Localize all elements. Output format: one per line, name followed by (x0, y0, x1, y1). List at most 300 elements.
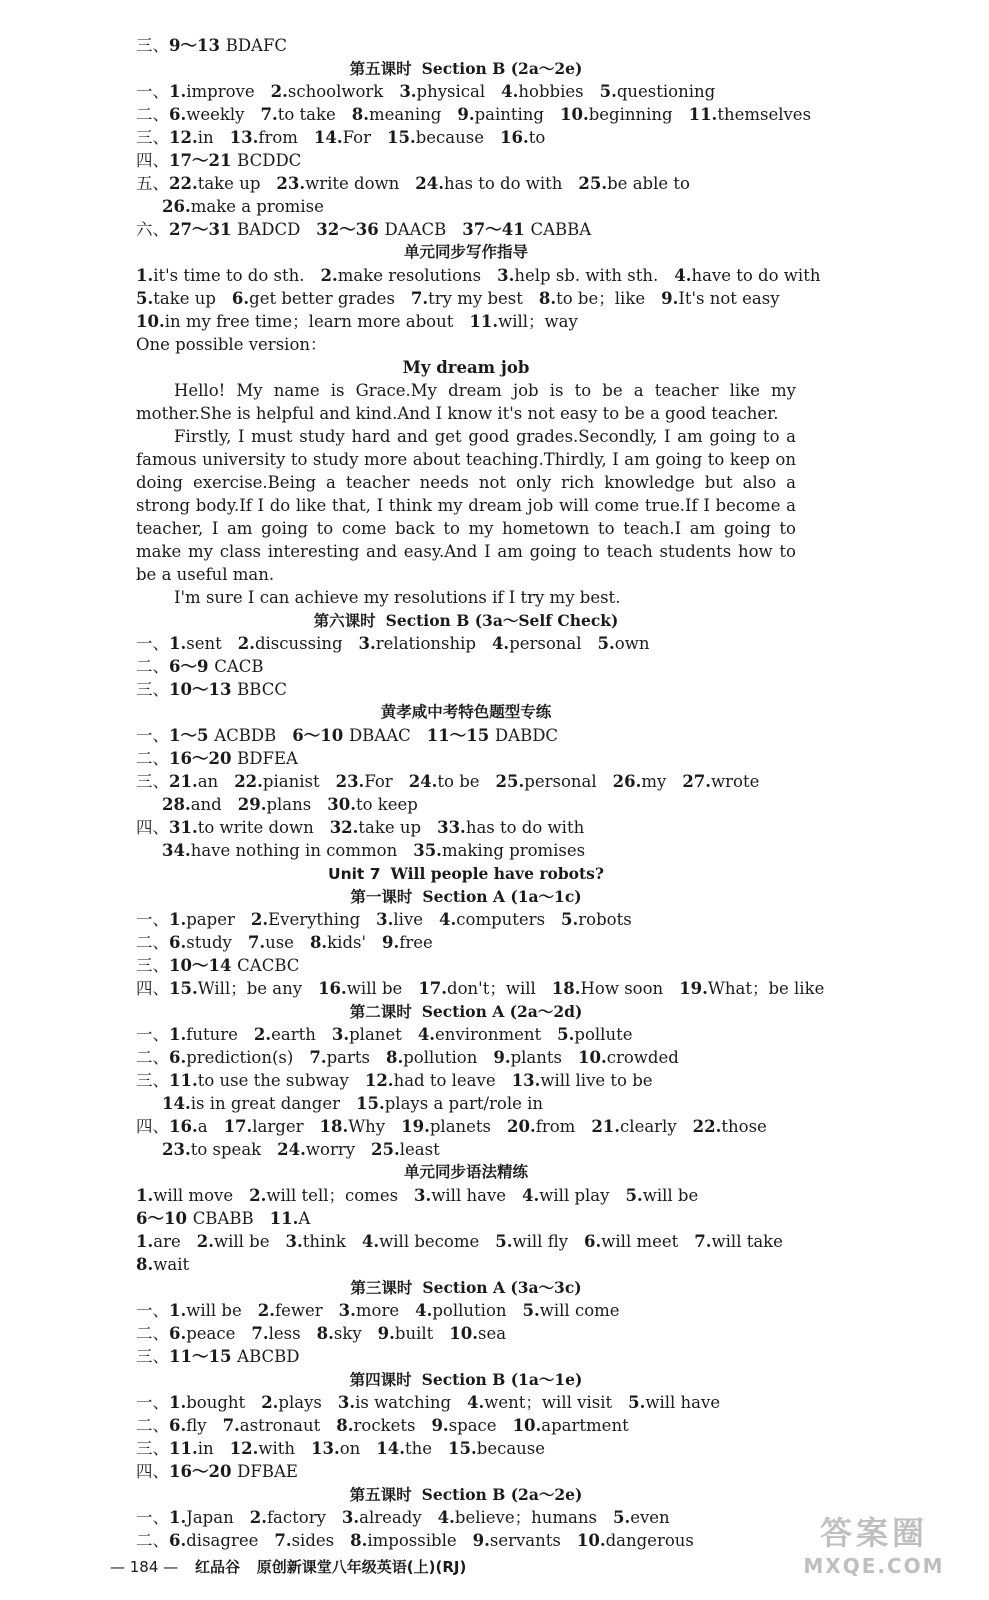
answer-item (250, 1508, 326, 1527)
question-number: 10. (136, 312, 165, 331)
question-number: 5. (628, 1393, 646, 1412)
answer-value: think (302, 1232, 346, 1251)
question-number: 7. (274, 1531, 292, 1550)
answer-value: worry (305, 1140, 356, 1159)
question-number: 9. (457, 105, 475, 124)
answer-value: try my best (428, 289, 523, 308)
answer-item (584, 1232, 678, 1251)
answer-value: from (258, 128, 298, 147)
part-label: 二、 (136, 1324, 169, 1343)
answer-value: fly (186, 1416, 207, 1435)
answer-value: pollute (574, 1025, 633, 1044)
answer-line (136, 1299, 796, 1322)
answer-item (350, 1531, 456, 1550)
answer-value: my (641, 772, 667, 791)
answer-value: to keep (355, 795, 418, 814)
question-number: 7. (222, 1416, 240, 1435)
question-number: 15. (387, 128, 416, 147)
answer-value: pianist (262, 772, 320, 791)
question-number: 5. (522, 1301, 540, 1320)
answer-item (316, 220, 446, 239)
question-number: 32～36 (316, 220, 385, 239)
question-number: 3. (358, 634, 376, 653)
answer-value: What；be like (707, 979, 825, 998)
answer-item (523, 1301, 620, 1320)
answer-value: to be (437, 772, 480, 791)
question-number: 11. (688, 105, 718, 124)
part-label: 四、 (136, 979, 169, 998)
question-number: 9. (472, 1531, 490, 1550)
answer-value: pollution (432, 1301, 507, 1320)
answer-item (382, 933, 433, 952)
answer-line (136, 103, 812, 126)
question-number: 3. (331, 1025, 350, 1044)
answer-value: get better grades (249, 289, 395, 308)
answer-item (162, 841, 397, 860)
question-number: 7. (694, 1232, 712, 1251)
part-label: 二、 (136, 1416, 169, 1435)
answer-value: DBAAC (348, 726, 411, 745)
answer-line (136, 1437, 796, 1460)
answer-value: because (476, 1439, 546, 1458)
answer-item (292, 726, 411, 745)
answer-value: will take (711, 1232, 783, 1251)
answer-item (169, 174, 260, 193)
question-number: 25. (578, 174, 608, 193)
answer-item (274, 1531, 334, 1550)
answer-line (136, 1345, 796, 1368)
answer-value: don't；will (447, 979, 536, 998)
heading-section: Section B (2a～2e) (421, 59, 583, 78)
question-number: 20. (507, 1117, 536, 1136)
answer-value: will fly (512, 1232, 569, 1251)
answer-value: wait (153, 1255, 190, 1274)
answer-value: disagree (186, 1531, 259, 1550)
question-number: 3. (497, 266, 515, 285)
question-number: 9. (377, 1324, 395, 1343)
answer-value: in my free time；learn more about (164, 312, 454, 331)
answer-value: hobbies (518, 82, 584, 101)
question-number: 27～31 (169, 220, 238, 239)
section-heading (136, 701, 796, 724)
answer-line (136, 1092, 796, 1115)
answer-item (169, 749, 298, 768)
question-number: 22. (692, 1117, 722, 1136)
answer-value: plays a part/role in (384, 1094, 544, 1113)
answer-item (327, 795, 418, 814)
answer-item (552, 979, 663, 998)
heading-title: 第四课时 (349, 1371, 412, 1389)
question-number: 17. (418, 979, 448, 998)
answer-value: DFBAE (237, 1462, 298, 1481)
answer-item (169, 82, 255, 101)
answer-value: help sb. with sth. (514, 266, 659, 285)
answer-line (136, 287, 796, 310)
answer-value: sea (477, 1324, 507, 1343)
answer-item (561, 910, 632, 929)
answer-value: CABBA (530, 220, 592, 239)
answer-item (169, 657, 264, 676)
question-number: 2. (261, 1393, 279, 1412)
answer-item (493, 1048, 562, 1067)
answer-value: will be (642, 1186, 699, 1205)
question-number: 1. (136, 1186, 154, 1205)
answer-item (271, 82, 384, 101)
question-number: 7. (251, 1324, 269, 1343)
question-number: 15. (356, 1094, 385, 1113)
essay-paragraph: Firstly, I must study hard and get good grades.Secondly, I am going to a famous university to study more about teaching.Thirdly, I am going to keep on doing exercise.Being a teacher needs not only rich knowledge but also a strong body.If I do like that, I think my dream job will come true.If I become a teacher, I am going to come back to my hometown to teach.I am going to make my class interesting and easy.And I am going to teach students how to be a useful man. (136, 427, 796, 584)
answer-value: to write down (197, 818, 314, 837)
question-number: 2. (320, 266, 338, 285)
question-number: 11. (169, 1071, 198, 1090)
answer-value: Everything (268, 910, 361, 929)
question-number: 7. (410, 289, 429, 308)
question-number: 14. (376, 1439, 406, 1458)
answer-value: paper (186, 910, 235, 929)
section-heading (136, 241, 796, 264)
answer-value: will have (431, 1186, 507, 1205)
answer-item (577, 1531, 694, 1550)
question-number: 27. (682, 772, 712, 791)
answer-value: kids' (327, 933, 367, 952)
answer-line (136, 1069, 796, 1092)
section-heading (136, 885, 796, 908)
question-number: 22. (234, 772, 263, 791)
answer-line (136, 1115, 796, 1138)
answer-value: will；way (498, 312, 578, 331)
answer-line (136, 34, 796, 57)
answer-item (169, 1508, 234, 1527)
answer-value: space (448, 1416, 497, 1435)
essay-paragraph: I'm sure I can achieve my resolutions if I try my best. (174, 588, 621, 607)
question-number: 37～41 (462, 220, 531, 239)
answer-value: DAACB (384, 220, 447, 239)
answer-line (136, 770, 796, 793)
answer-value: on (339, 1439, 361, 1458)
answer-item (473, 1531, 561, 1550)
answer-item (501, 82, 583, 101)
answer-item (339, 1301, 399, 1320)
answer-value: CACB (214, 657, 264, 676)
question-number: 1. (169, 1393, 187, 1412)
answer-value: relationship (375, 634, 476, 653)
answer-item (414, 1186, 506, 1205)
answer-value: will tell；comes (266, 1186, 399, 1205)
part-label: 一、 (136, 82, 169, 101)
answer-value: in (197, 128, 214, 147)
question-number: 3. (341, 1508, 360, 1527)
question-number: 4. (415, 1301, 433, 1320)
question-number: 4. (491, 634, 510, 653)
question-number: 16～20 (169, 749, 238, 768)
brand-name: 红品谷 (194, 1558, 240, 1576)
question-number: 6. (169, 1048, 187, 1067)
question-number: 3. (337, 1393, 356, 1412)
answer-value: CBABB (192, 1209, 254, 1228)
answer-item (169, 910, 235, 929)
answer-line (136, 149, 796, 172)
question-number: 7. (309, 1048, 327, 1067)
answer-value: prediction(s) (186, 1048, 294, 1067)
answer-line (136, 264, 821, 287)
answer-value: take up (358, 818, 422, 837)
question-number: 11. (169, 1439, 198, 1458)
answer-value: For (364, 772, 393, 791)
answer-value: sides (291, 1531, 335, 1550)
question-number: 6. (169, 933, 187, 952)
question-number: 4. (417, 1025, 436, 1044)
answer-value: built (394, 1324, 434, 1343)
question-number: 2. (196, 1232, 214, 1251)
answer-value: it's time to do sth. (153, 266, 305, 285)
answer-item (169, 1301, 242, 1320)
question-number: 5. (561, 910, 579, 929)
answer-line (136, 126, 796, 149)
answer-item (439, 910, 545, 929)
question-number: 10～13 (169, 680, 238, 699)
question-number: 2. (237, 634, 255, 653)
essay-paragraph: Hello! My name is Grace.My dream job is to be a teacher like my mother.She is helpful and kind.And I know it's not easy to be a good teacher. (136, 381, 796, 423)
answer-item (311, 1439, 360, 1458)
question-number: 9～13 (169, 36, 226, 55)
answer-value: even (630, 1508, 670, 1527)
part-label: 二、 (136, 105, 169, 124)
answer-value: making promises (441, 841, 586, 860)
section-heading (136, 1161, 796, 1184)
part-label: 五、 (136, 174, 169, 193)
answer-item (162, 197, 324, 216)
answer-item (674, 266, 820, 285)
answer-item (418, 979, 535, 998)
question-number: 28. (162, 795, 191, 814)
answer-line (136, 1207, 796, 1230)
answer-item (169, 634, 222, 653)
question-number: 5. (599, 82, 617, 101)
question-number: 6～10 (136, 1209, 193, 1228)
answer-value: plans (266, 795, 312, 814)
question-number: 4. (437, 1508, 455, 1527)
answer-value: will be (186, 1301, 242, 1320)
answer-item (557, 1025, 632, 1044)
answer-value: planet (349, 1025, 402, 1044)
answer-item (320, 266, 481, 285)
question-number: 4. (522, 1186, 540, 1205)
answer-value: BDFEA (237, 749, 298, 768)
question-number: 12. (169, 128, 198, 147)
answer-value: meaning (369, 105, 442, 124)
part-label: 二、 (136, 657, 169, 676)
answer-line (136, 747, 796, 770)
answer-line (136, 310, 796, 333)
question-number: 2. (249, 1186, 267, 1205)
question-number: 6. (169, 1531, 187, 1550)
answer-item (496, 772, 597, 791)
question-number: 1. (169, 1025, 187, 1044)
part-label: 二、 (136, 749, 169, 768)
question-number: 18. (551, 979, 581, 998)
answer-page (136, 34, 825, 1552)
question-number: 13. (311, 1439, 340, 1458)
answer-value: parts (326, 1048, 370, 1067)
answer-item (136, 289, 216, 308)
answer-item (169, 151, 301, 170)
question-number: 25. (371, 1140, 400, 1159)
heading-title: 单元同步写作指导 (403, 243, 528, 261)
question-number: 17. (223, 1117, 253, 1136)
answer-item (560, 105, 673, 124)
question-number: 2. (253, 1025, 272, 1044)
question-number: 8. (351, 105, 369, 124)
part-label: 四、 (136, 1462, 169, 1481)
answer-item (625, 1186, 698, 1205)
answer-line (136, 195, 796, 218)
answer-value: went；will visit (484, 1393, 613, 1412)
answer-value: less (268, 1324, 301, 1343)
answer-item (682, 772, 759, 791)
heading-title: 第二课时 (349, 1003, 412, 1021)
answer-item (317, 1324, 362, 1343)
question-number: 3. (399, 82, 417, 101)
answer-value: larger (252, 1117, 304, 1136)
answer-value: already (359, 1508, 422, 1527)
question-number: 29. (237, 795, 267, 814)
question-number: 25. (495, 772, 525, 791)
question-number: 8. (538, 289, 557, 308)
answer-item (387, 128, 484, 147)
answer-value: to take (277, 105, 336, 124)
answer-value: believe；humans (454, 1508, 597, 1527)
answer-value: take up (153, 289, 216, 308)
answer-value: Why (348, 1117, 386, 1136)
answer-item (457, 105, 544, 124)
question-number: 3. (285, 1232, 303, 1251)
part-label: 二、 (136, 933, 169, 952)
answer-item (318, 979, 402, 998)
question-number: 7. (247, 933, 266, 952)
answer-value: discussing (254, 634, 343, 653)
question-number: 1. (169, 634, 187, 653)
answer-item (448, 1439, 545, 1458)
answer-item (314, 128, 371, 147)
answer-item (342, 1508, 422, 1527)
question-number: 3. (414, 1186, 432, 1205)
answer-item (169, 105, 244, 124)
answer-item (378, 1324, 434, 1343)
heading-section: Section B (1a～1e) (421, 1370, 583, 1389)
question-number: 16. (500, 128, 529, 147)
section-heading (136, 1368, 796, 1391)
question-number: 10. (512, 1416, 542, 1435)
answer-line (136, 1184, 796, 1207)
answer-item (693, 1117, 767, 1136)
answer-item (330, 818, 421, 837)
answer-item (169, 956, 299, 975)
question-number: 16. (318, 979, 347, 998)
answer-item (169, 1347, 300, 1366)
part-label: 一、 (136, 1393, 169, 1412)
answer-item (224, 1117, 304, 1136)
answer-item (578, 174, 690, 193)
answer-item (495, 1232, 568, 1251)
part-label: 三、 (136, 128, 169, 147)
answer-item (598, 634, 650, 653)
answer-line (136, 839, 796, 862)
answer-item (136, 1209, 254, 1228)
answer-item (512, 1071, 653, 1090)
answer-value: painting (474, 105, 544, 124)
answer-value: will become (379, 1232, 480, 1251)
question-number: 7. (260, 105, 278, 124)
part-label: 三、 (136, 772, 169, 791)
answer-item (513, 1416, 629, 1435)
answer-item (449, 1324, 506, 1343)
heading-section: Section A (3a～3c) (422, 1278, 582, 1297)
text-line: One possible version： (136, 335, 327, 354)
question-number: 1. (169, 1301, 187, 1320)
question-number: 1～5 (169, 726, 215, 745)
answer-item (415, 174, 562, 193)
answer-value: pollution (403, 1048, 478, 1067)
answer-item (376, 1439, 432, 1458)
answer-item (613, 772, 667, 791)
answer-value: earth (271, 1025, 316, 1044)
answer-value: had to leave (393, 1071, 496, 1090)
question-number: 1. (169, 82, 187, 101)
answer-item (223, 1416, 321, 1435)
question-number: 14. (313, 128, 343, 147)
answer-value: to use the subway (197, 1071, 349, 1090)
watermark-logo-text: 答案圈 (819, 1514, 928, 1552)
answer-item (613, 1508, 670, 1527)
answer-value: because (415, 128, 484, 147)
question-number: 14. (162, 1094, 191, 1113)
answer-item (136, 312, 453, 331)
answer-item (469, 312, 577, 331)
question-number: 19. (679, 979, 708, 998)
answer-item (197, 1232, 270, 1251)
answer-value: improve (186, 82, 255, 101)
page-number: — 184 — (110, 1558, 179, 1576)
answer-value: ABCBD (237, 1347, 300, 1366)
answer-value: DABDC (494, 726, 559, 745)
answer-value: will be (213, 1232, 270, 1251)
answer-line (136, 1414, 796, 1437)
answer-line (136, 931, 796, 954)
answer-line (136, 816, 796, 839)
heading-title: 第三课时 (350, 1279, 413, 1297)
answer-value: servants (489, 1531, 561, 1550)
question-number: 34. (162, 841, 191, 860)
question-number: 21. (169, 772, 198, 791)
question-number: 4. (674, 266, 692, 285)
part-label: 一、 (136, 1301, 169, 1320)
question-number: 11～15 (426, 726, 495, 745)
heading-title: 第五课时 (349, 1486, 412, 1504)
heading-title: 第五课时 (349, 60, 412, 78)
answer-item (399, 82, 485, 101)
answer-item (169, 1393, 245, 1412)
answer-item (409, 772, 480, 791)
answer-value: to (528, 128, 546, 147)
answer-value: physical (416, 82, 486, 101)
answer-item (169, 726, 276, 745)
heading-section: Section A (1a～1c) (422, 887, 582, 906)
answer-value: are (153, 1232, 181, 1251)
answer-item (694, 1232, 783, 1251)
answer-item (230, 1439, 295, 1458)
answer-value: write down (305, 174, 400, 193)
answer-item (136, 1186, 233, 1205)
